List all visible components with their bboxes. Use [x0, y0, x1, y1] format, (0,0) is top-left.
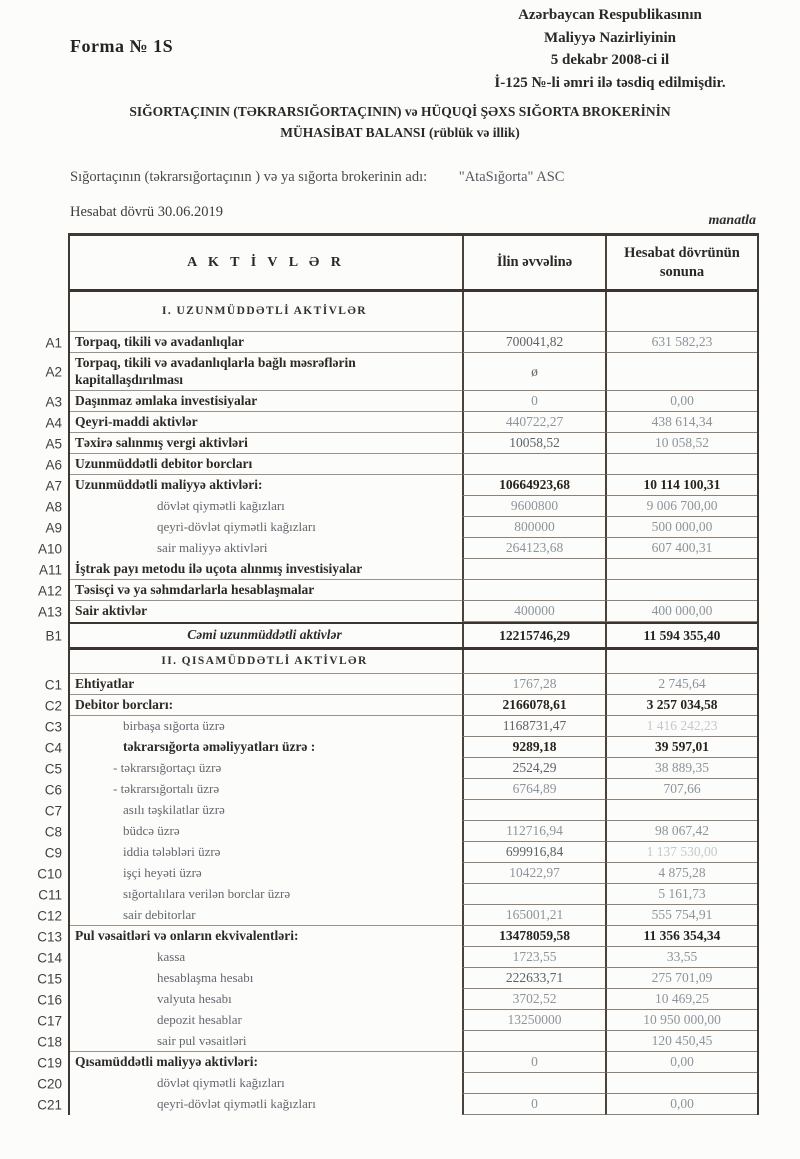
row-code: C15	[37, 971, 62, 986]
value-start-of-year: 222633,71	[462, 968, 605, 989]
value-end-of-period	[605, 454, 757, 475]
table-row	[45, 433, 757, 454]
value-start-of-year	[462, 580, 605, 601]
row-label: Təxirə salınmış vergi aktivləri	[75, 434, 248, 450]
section-row	[70, 292, 757, 332]
value-end-of-period	[605, 650, 757, 674]
assets-cell	[70, 1094, 462, 1115]
row-code: A1	[45, 335, 62, 350]
table-row	[44, 716, 757, 737]
table-row	[45, 353, 757, 391]
value-end-of-period: 10 469,25	[605, 989, 757, 1010]
table-row	[37, 905, 757, 926]
row-label: İştrak payı metodu ilə uçota alınmış investisiyalar	[75, 560, 363, 576]
table-row	[37, 1010, 757, 1031]
row-code: A7	[45, 478, 62, 493]
table-row	[37, 968, 757, 989]
value-end-of-period: 10 058,52	[605, 433, 757, 454]
row-code: C11	[38, 887, 62, 902]
assets-cell	[70, 926, 462, 947]
header-assets: A K T İ V L Ə R	[187, 254, 345, 270]
value-end-of-period: 555 754,91	[605, 905, 757, 926]
table-row	[45, 496, 757, 517]
row-label: Uzunmüddətli debitor borcları	[75, 455, 253, 471]
approval-line: İ-125 №-li əmri ilə təsdiq edilmişdir.	[494, 74, 726, 91]
value-start-of-year: 10058,52	[462, 433, 605, 454]
row-label: sair maliyyə aktivləri	[157, 539, 268, 555]
table-row	[44, 674, 757, 695]
row-label: hesablaşma hesabı	[157, 969, 254, 985]
value-end-of-period: 33,55	[605, 947, 757, 968]
row-label: Sair aktivlər	[75, 602, 148, 618]
row-label: qeyri-dövlət qiymətli kağızları	[157, 518, 316, 534]
assets-cell	[70, 1073, 462, 1094]
row-code: B1	[45, 628, 62, 643]
row-label: sair pul vəsaitləri	[157, 1032, 247, 1048]
value-end-of-period: 5 161,73	[605, 884, 757, 905]
assets-cell	[70, 353, 462, 391]
row-code: C7	[44, 803, 62, 818]
value-start-of-year: 3702,52	[462, 989, 605, 1010]
value-end-of-period: 275 701,09	[605, 968, 757, 989]
row-code: A9	[45, 520, 62, 535]
table-row	[45, 517, 757, 538]
value-start-of-year	[462, 650, 605, 674]
row-code: C12	[37, 908, 62, 923]
assets-cell	[70, 779, 462, 800]
value-end-of-period: 11 594 355,40	[605, 624, 757, 647]
assets-cell	[70, 758, 462, 779]
insurer-name-line	[70, 169, 564, 186]
value-end-of-period: 9 006 700,00	[605, 496, 757, 517]
approval-line: Maliyyə Nazirliyinin	[543, 29, 677, 46]
row-code: C16	[37, 992, 62, 1007]
row-label: sığortalılara verilən borclar üzrə	[123, 885, 291, 901]
row-label: Cəmi uzunmüddətli aktivlər	[187, 626, 342, 642]
row-code: A10	[37, 541, 62, 556]
value-start-of-year: 1723,55	[462, 947, 605, 968]
value-end-of-period: 10 114 100,31	[605, 475, 757, 496]
row-label: asılı təşkilatlar üzrə	[123, 801, 225, 817]
row-label: Torpaq, tikili və avadanlıqlarla bağlı məsrəflərin kapitallaşdırılması	[75, 355, 356, 387]
row-label: I. UZUNMÜDDƏTLİ AKTİVLƏR	[162, 305, 367, 318]
table-row	[37, 926, 757, 947]
table-row	[37, 580, 757, 601]
assets-cell	[70, 332, 462, 353]
assets-cell	[70, 842, 462, 863]
value-end-of-period	[605, 580, 757, 601]
row-label: depozit hesablar	[157, 1011, 242, 1027]
row-label: Təsisçi və ya səhmdarlarla hesablaşmalar	[75, 581, 315, 597]
approval-block	[428, 4, 792, 94]
table-row	[45, 412, 757, 433]
value-start-of-year: 700041,82	[462, 332, 605, 353]
row-label: iddia tələbləri üzrə	[123, 843, 221, 859]
reporting-period: Hesabat dövrü 30.06.2019	[70, 204, 224, 220]
assets-cell	[70, 538, 462, 559]
approval-line: 5 dekabr 2008-ci il	[550, 52, 670, 68]
value-end-of-period: 1 416 242,23	[605, 716, 757, 737]
value-start-of-year: 699916,84	[462, 842, 605, 863]
assets-cell	[70, 968, 462, 989]
table-row	[37, 863, 757, 884]
assets-cell	[70, 454, 462, 475]
row-code: A8	[45, 499, 62, 514]
row-label: dövlət qiymətli kağızları	[157, 497, 285, 513]
assets-cell	[70, 517, 462, 538]
approval-line: Azərbaycan Respublikasının	[518, 7, 702, 23]
value-end-of-period: 10 950 000,00	[605, 1010, 757, 1031]
assets-cell	[70, 905, 462, 926]
balance-table-body	[37, 292, 757, 1115]
assets-cell	[70, 695, 462, 716]
value-end-of-period: 38 889,35	[605, 758, 757, 779]
table-row	[44, 800, 757, 821]
value-start-of-year: 264123,68	[462, 538, 605, 559]
assets-cell	[70, 1010, 462, 1031]
assets-cell	[70, 580, 462, 601]
table-row	[44, 695, 757, 716]
value-end-of-period: 39 597,01	[605, 737, 757, 758]
row-code: C6	[44, 782, 62, 797]
document-title-line1: SIĞORTAÇININ (TƏKRARSIĞORTAÇININ) və HÜQUQİ ŞƏXS SIĞORTA BROKERİNİN	[129, 104, 671, 119]
value-end-of-period: 500 000,00	[605, 517, 757, 538]
value-end-of-period: 1 137 530,00	[605, 842, 757, 863]
value-start-of-year: 165001,21	[462, 905, 605, 926]
table-row	[37, 947, 757, 968]
value-end-of-period	[605, 800, 757, 821]
value-end-of-period: 2 745,64	[605, 674, 757, 695]
table-row	[37, 601, 757, 622]
row-code: C18	[37, 1034, 62, 1049]
assets-cell	[70, 624, 462, 647]
row-code: C4	[44, 740, 62, 755]
row-code: A5	[45, 436, 62, 451]
value-end-of-period	[605, 292, 757, 332]
assets-cell	[70, 884, 462, 905]
row-label: Daşınmaz əmlaka investisiyalar	[75, 392, 258, 408]
assets-cell	[70, 800, 462, 821]
currency-note: manatla	[708, 213, 756, 228]
value-start-of-year: 400000	[462, 601, 605, 622]
row-label: Debitor borcları:	[75, 696, 174, 712]
value-start-of-year: 0	[462, 1052, 605, 1073]
row-label: Qeyri-maddi aktivlər	[75, 413, 198, 429]
value-start-of-year	[462, 292, 605, 332]
row-label: Uzunmüddətli maliyyə aktivləri:	[75, 476, 263, 492]
table-row	[45, 391, 757, 412]
value-start-of-year	[462, 800, 605, 821]
assets-cell	[70, 496, 462, 517]
table-row	[45, 475, 757, 496]
row-label: kassa	[157, 948, 186, 964]
assets-cell	[70, 601, 462, 622]
value-start-of-year: 1767,28	[462, 674, 605, 695]
row-code: A6	[45, 457, 62, 472]
table-row	[44, 842, 757, 863]
row-code: C5	[44, 761, 62, 776]
value-start-of-year: 9600800	[462, 496, 605, 517]
assets-cell	[70, 947, 462, 968]
row-code: A4	[45, 415, 62, 430]
row-label: qeyri-dövlət qiymətli kağızları	[157, 1095, 316, 1111]
value-end-of-period	[605, 559, 757, 580]
row-label: - təkrarsığortaçı üzrə	[113, 759, 222, 775]
value-end-of-period: 631 582,23	[605, 332, 757, 353]
row-code: C21	[37, 1097, 62, 1112]
table-row	[45, 332, 757, 353]
value-end-of-period: 438 614,34	[605, 412, 757, 433]
section-row	[70, 650, 757, 674]
row-code: C1	[44, 677, 62, 692]
value-end-of-period: 607 400,31	[605, 538, 757, 559]
value-start-of-year: 10422,97	[462, 863, 605, 884]
assets-cell	[70, 821, 462, 842]
assets-cell	[70, 863, 462, 884]
assets-cell	[70, 716, 462, 737]
value-end-of-period: 11 356 354,34	[605, 926, 757, 947]
value-start-of-year	[462, 1031, 605, 1052]
row-code: C3	[44, 719, 62, 734]
value-end-of-period: 0,00	[605, 1052, 757, 1073]
table-row	[38, 559, 757, 580]
assets-cell	[70, 674, 462, 695]
row-label: valyuta hesabı	[157, 990, 232, 1006]
table-row	[38, 884, 757, 905]
row-label: təkrarsığorta əməliyyatları üzrə :	[123, 738, 316, 754]
row-label: II. QISAMÜDDƏTLİ AKTİVLƏR	[161, 655, 368, 668]
value-end-of-period	[605, 1073, 757, 1094]
table-row	[45, 622, 757, 650]
row-code: A12	[37, 583, 62, 598]
row-code: C8	[44, 824, 62, 839]
row-code: C13	[37, 929, 62, 944]
assets-cell	[70, 559, 462, 580]
table-row	[45, 454, 757, 475]
insurer-name-label: Sığortaçının (təkrarsığortaçının ) və ya sığorta brokerinin adı:	[70, 169, 428, 185]
value-start-of-year: 112716,94	[462, 821, 605, 842]
form-number: Forma № 1S	[70, 36, 174, 56]
value-start-of-year: 0	[462, 1094, 605, 1115]
table-row	[37, 538, 757, 559]
value-start-of-year: 13478059,58	[462, 926, 605, 947]
value-start-of-year: 2166078,61	[462, 695, 605, 716]
value-end-of-period: 400 000,00	[605, 601, 757, 622]
value-start-of-year	[462, 454, 605, 475]
value-start-of-year: 800000	[462, 517, 605, 538]
row-label: sair debitorlar	[123, 906, 196, 922]
value-start-of-year: 9289,18	[462, 737, 605, 758]
table-row	[37, 1031, 757, 1052]
header-end-of-period: Hesabat dövrünün sonuna	[605, 236, 757, 289]
value-start-of-year: 440722,27	[462, 412, 605, 433]
assets-cell	[70, 475, 462, 496]
table-row	[37, 1094, 757, 1115]
value-end-of-period: 4 875,28	[605, 863, 757, 884]
balance-table-header	[70, 236, 757, 292]
value-start-of-year: 0	[462, 391, 605, 412]
value-start-of-year: ø	[462, 353, 605, 391]
value-start-of-year	[462, 559, 605, 580]
value-end-of-period: 120 450,45	[605, 1031, 757, 1052]
balance-table	[37, 233, 759, 1115]
value-end-of-period: 0,00	[605, 1094, 757, 1115]
value-start-of-year: 10664923,68	[462, 475, 605, 496]
row-code: A2	[45, 364, 62, 380]
row-code: C10	[37, 866, 62, 881]
row-code: C2	[44, 698, 62, 713]
document-title	[0, 101, 800, 143]
table-row	[37, 1073, 757, 1094]
row-label: Torpaq, tikili və avadanlıqlar	[75, 333, 245, 349]
insurer-name-value: "AtaSığorta" ASC	[458, 169, 565, 185]
assets-cell	[70, 391, 462, 412]
value-start-of-year: 1168731,47	[462, 716, 605, 737]
row-label: büdcə üzrə	[123, 822, 180, 838]
table-row	[44, 821, 757, 842]
value-end-of-period: 98 067,42	[605, 821, 757, 842]
row-label: Ehtiyatlar	[75, 675, 135, 691]
value-start-of-year: 6764,89	[462, 779, 605, 800]
table-row	[44, 779, 757, 800]
document-title-line2: MÜHASİBAT BALANSI (rüblük və illik)	[280, 125, 520, 140]
row-label: dövlət qiymətli kağızları	[157, 1074, 285, 1090]
value-end-of-period	[605, 353, 757, 391]
assets-cell	[70, 989, 462, 1010]
row-code: A13	[37, 604, 62, 619]
assets-cell	[70, 650, 462, 674]
row-code: A11	[38, 562, 62, 577]
row-code: C19	[37, 1055, 62, 1070]
value-start-of-year: 13250000	[462, 1010, 605, 1031]
row-label: birbaşa sığorta üzrə	[123, 717, 225, 733]
assets-cell	[70, 1031, 462, 1052]
assets-cell	[70, 412, 462, 433]
row-code: C14	[37, 950, 62, 965]
value-start-of-year: 2524,29	[462, 758, 605, 779]
value-start-of-year: 12215746,29	[462, 624, 605, 647]
value-end-of-period: 3 257 034,58	[605, 695, 757, 716]
row-code: C9	[44, 845, 62, 860]
assets-cell	[70, 433, 462, 454]
assets-cell	[70, 737, 462, 758]
value-start-of-year	[462, 1073, 605, 1094]
assets-cell	[70, 1052, 462, 1073]
row-label: - təkrarsığortalı üzrə	[113, 780, 220, 796]
row-code: C17	[37, 1013, 62, 1028]
table-row	[37, 989, 757, 1010]
value-end-of-period: 0,00	[605, 391, 757, 412]
table-row	[37, 1052, 757, 1073]
row-code: A3	[45, 394, 62, 409]
table-row	[44, 737, 757, 758]
table-row	[44, 758, 757, 779]
header-start-of-year: İlin əvvəlinə	[462, 236, 605, 289]
row-label: işçi heyəti üzrə	[123, 864, 202, 880]
row-code: C20	[37, 1076, 62, 1091]
assets-cell	[70, 292, 462, 332]
row-label: Qısamüddətli maliyyə aktivləri:	[75, 1053, 258, 1069]
value-start-of-year	[462, 884, 605, 905]
value-end-of-period: 707,66	[605, 779, 757, 800]
row-label: Pul vəsaitləri və onların ekvivalentləri:	[75, 927, 299, 943]
